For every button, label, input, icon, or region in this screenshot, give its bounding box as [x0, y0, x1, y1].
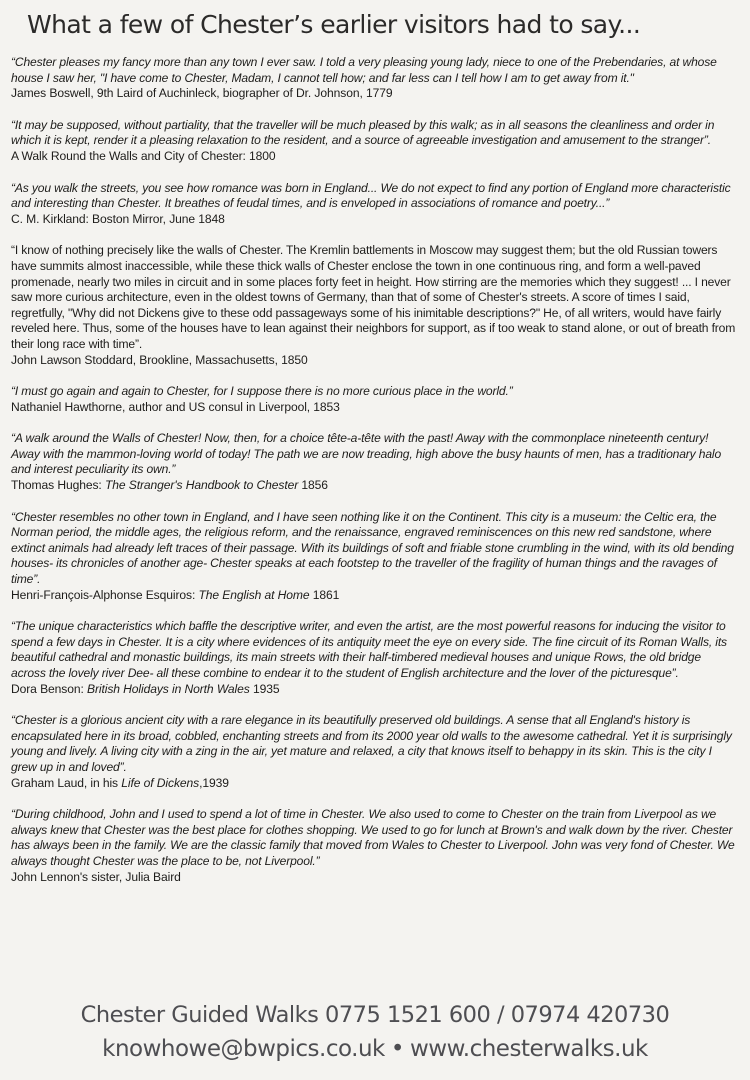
source-year: 1935 — [249, 681, 280, 696]
quote-source: A Walk Round the Walls and City of Chester: 1800 — [11, 148, 276, 163]
quote-text: “I know of nothing precisely like the walls of Chester. The Kremlin battlements in Moscow may suggest them; but the old Russian towers have summits almost inaccessible, while these thick walls of Chester enclose the town in one continuous ring, and form a well-paved promenade, nearly two miles in circuit and in some places forty feet in height. How stirring are the memories which they suggest! ... I never saw more curious architecture, even in the oldest towns of Germany, than that of some of Chester's streets. A score of times I said, regretfully, "Why did not Dickens give to these odd passageways some of his inimitable descriptions?" He, of all writers, would have fairly reveled here. Thus, some of the houses have to lean against their neighbors for support, as if too weak to stand alone, or out of breath from their long race with time”. — [11, 243, 736, 351]
source-author: Graham Laud, in his — [11, 775, 122, 790]
quote-source — [11, 776, 736, 792]
footer-website-link[interactable]: www.chesterwalks.uk — [409, 1036, 648, 1062]
quote-laud — [11, 713, 736, 791]
quote-text: “As you walk the streets, you see how romance was born in England... We do not expect to find any portion of England more characteristic and interesting than Chester. It breathes of feudal times, and is enveloped in associations of romance and poetry...” — [11, 180, 731, 211]
quote-source — [11, 588, 736, 604]
source-author: Thomas Hughes: — [11, 478, 105, 493]
source-author: Henri-François-Alphonse Esquiros: — [11, 587, 199, 602]
source-year: 1856 — [298, 478, 328, 493]
quote-text: “It may be supposed, without partiality, that the traveller will be much pleased by this walk; as in all seasons the cleanliness and order in which it is kept, render it a pleasing relaxation to the resident, and a source of agreeable investigation and amusement to the stranger”. — [11, 117, 715, 148]
quote-source: James Boswell, 9th Laird of Auchinleck, biographer of Dr. Johnson, 1779 — [11, 86, 393, 101]
quote-walk-round-walls — [11, 118, 736, 165]
quote-esquiros — [11, 510, 736, 604]
quote-source: John Lennon's sister, Julia Baird — [11, 869, 181, 884]
quote-source: John Lawson Stoddard, Brookline, Massachusetts, 1850 — [11, 352, 308, 367]
source-book-title: British Holidays in North Wales — [87, 681, 250, 696]
quote-source — [11, 682, 736, 698]
quote-text: “Chester resembles no other town in England, and I have seen nothing like it on the Continent. This city is a museum: the Celtic era, the Norman period, the middle ages, the religious reform, and the renaissance, engraved reminiscences on this new red sandstone, where extinct animals had already left traces of their passage. With its buildings of soft and friable stone crumbling in the wind, with its old bending houses- its chronicles of another age- Chester speaks at each footstep to the traveller of the fragility of human things and the ravages of time”. — [11, 509, 734, 587]
source-author: Dora Benson: — [11, 681, 88, 696]
quote-stoddard — [11, 243, 736, 368]
quote-text: “The unique characteristics which baffle the descriptive writer, and even the artist, are the most powerful reasons for inducing the visitor to spend a few days in Chester. It is a city where evidences of its antiquity meet the eye on every side. The fine circuit of its Roman Walls, its beautiful cathedral and monastic buildings, its main streets with their half-timbered medieval houses and unique Rows, the old bridge across the lovely river Dee- all these combine to endear it to the student of English architecture and the lover of the picturesque”. — [11, 619, 727, 680]
quote-kirkland — [11, 181, 736, 228]
source-book-title: The English at Home — [198, 587, 310, 602]
quote-list — [11, 55, 736, 885]
quote-benson — [11, 619, 736, 697]
quote-source — [11, 478, 736, 494]
quote-text: “I must go again and again to Chester, for I suppose there is no more curious place in the world.” — [11, 384, 513, 399]
footer-phone-line: Chester Guided Walks 0775 1521 600 / 07974 420730 — [80, 1002, 670, 1028]
page-title: What a few of Chester’s earlier visitors had to say... — [27, 10, 641, 39]
quote-text: “Chester is a glorious ancient city with a rare elegance in its beautifully preserved old buildings. A sense that all England's history is encapsulated here in its broad, cobbled, enchanting streets and from its 2000 year old walls to the awesome cathedral. Yet it is surprisingly young and lively. A living city with a zing in the air, yet mature and relaxed, a city that knows itself to behappy in its skin. This is the city I grew up in and loved”. — [11, 713, 732, 774]
quote-source: Nathaniel Hawthorne, author and US consul in Liverpool, 1853 — [11, 399, 340, 414]
source-book-title: The Stranger's Handbook to Chester — [104, 478, 299, 493]
footer-contact-line — [0, 1036, 750, 1062]
footer-email-link[interactable]: knowhowe@bwpics.co.uk — [102, 1036, 385, 1062]
quote-boswell — [11, 55, 736, 102]
quote-text: “Chester pleases my fancy more than any town I ever saw. I told a very pleasing young lady, niece to one of the Prebendaries, at whose house I saw her, "I have come to Chester, Madam, I cannot tell how; and far less can I tell how I am to get away from it." — [11, 55, 717, 85]
quote-source: C. M. Kirkland: Boston Mirror, June 1848 — [11, 211, 225, 226]
source-year: ,1939 — [199, 775, 229, 790]
source-book-title: Life of Dickens — [121, 775, 200, 790]
source-year: 1861 — [309, 587, 340, 602]
quote-hawthorne — [11, 384, 736, 415]
quote-text: “During childhood, John and I used to spend a lot of time in Chester. We also used to come to Chester on the train from Liverpool as we always knew that Chester was the best place for clothes shopping. We used to go for lunch at Brown's and walk down by the river. Chester has always been in the family. We are the classic family that moved from Wales to Chester to Liverpool. John was very fond of Chester. We always thought Chester was the place to be, not Liverpool.” — [11, 807, 735, 868]
footer-separator: • — [390, 1036, 404, 1062]
quote-hughes — [11, 431, 736, 493]
quote-text: “A walk around the Walls of Chester! Now, then, for a choice tête-a-tête with the past! Away with the commonplace nineteenth century! Away with the mammon-loving world of today! The path we are now treading, high above the busy haunts of men, has a traditionary halo and interest peculiarity its own.” — [11, 431, 722, 477]
quote-baird — [11, 807, 736, 885]
